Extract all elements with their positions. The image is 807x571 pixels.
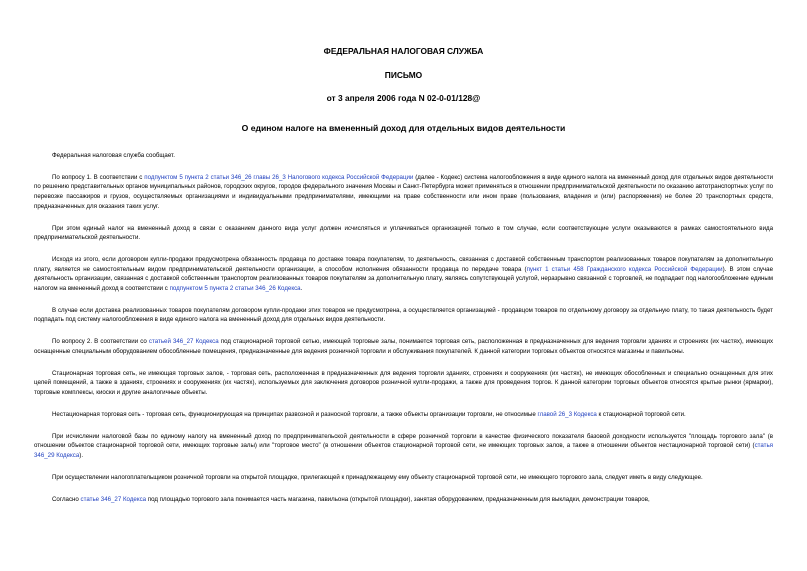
paragraph-text: ). В этом случае деятельность организации, связанная с доставкой собственным транспортом реализованных товаров покупателям за дополнительную плату, являясь сопутствующей услугой, неразрывно связанной с торговлей, не подпадает под налогообложение единым налогом на вмененный доход в соответствии с (34, 265, 773, 292)
paragraph-text: При исчислении налоговой базы по единому налогу на вмененный доход по предпринимательской деятельности в сфере розничной торговли в качестве физического показателя базовой доходности используется "площадь торгового зала" (в отношении объектов стационарной торговой сети, имеющих торговые залы) или "торговое место" (в отношении объектов стационарной торговой сети, не имеющих торговых залов, а также в отношении объектов нестационарной торговой сети) ( (34, 432, 773, 450)
law-reference-link[interactable]: подпунктом 5 пункта 2 статьи 346_26 главы 26_3 Налогового кодекса Российской Федерации (144, 173, 414, 181)
law-reference-link[interactable]: статье 346_27 Кодекса (80, 495, 147, 503)
document-body (34, 151, 773, 517)
paragraph (34, 151, 773, 161)
paragraph-text: под площадью торгового зала понимается часть магазина, павильона (открытой площадки), занятая оборудованием, предназначенным для выкладки, демонстрации товаров, (146, 495, 650, 503)
paragraph-text: По вопросу 2. В соответствии со (52, 338, 149, 346)
law-reference-link[interactable]: статья 346_29 Кодекса (34, 442, 773, 459)
agency-heading: ФЕДЕРАЛЬНАЯ НАЛОГОВАЯ СЛУЖБА (323, 46, 484, 56)
document-type-heading: ПИСЬМО (384, 70, 423, 80)
paragraph-text: ). (79, 451, 84, 459)
paragraph-text: Согласно (52, 495, 81, 503)
paragraph-text: По вопросу 1. В соответствии с (52, 173, 145, 181)
paragraph (34, 495, 773, 505)
law-reference-link[interactable]: пункт 1 статьи 458 Гражданского кодекса Российской Федерации (526, 265, 723, 273)
paragraph-text: При этом единый налог на вмененный доход в связи с оказанием данного вида услуг должен исчисляться и уплачиваться организацией только в том случае, если соответствующие услуги оказываются в рамках самостоятельного вида предпринимательской деятельности. (34, 224, 773, 242)
paragraph-text: При осуществлении налогоплательщиком розничной торговли на открытой площадке, прилегающей к принадлежащему ему объекту стационарной торговой сети, не имеющего торгового зала, следует иметь в виду следующее. (52, 473, 703, 481)
paragraph (34, 255, 773, 293)
paragraph (34, 410, 773, 420)
paragraph (34, 224, 773, 243)
paragraph (34, 473, 773, 483)
paragraph-text: к стационарной торговой сети. (596, 410, 686, 418)
paragraph (34, 432, 773, 461)
law-reference-link[interactable]: главой 26_3 Кодекса (537, 410, 597, 418)
paragraph-text: . (300, 284, 303, 292)
paragraph-text: под стационарной торговой сетью, имеющей торговые залы, понимается торговая сеть, расположенная в предназначенных для ведения торговли зданиях и строениях (их частях), имеющих оснащенные специальным оборудованием обособленные помещения, предназначенные для ведения розничной торговли и обслуживания покупателей. К данной категории торговых объектов относятся магазины и павильоны. (34, 338, 774, 355)
document-subject: О едином налоге на вмененный доход для отдельных видов деятельности (241, 123, 566, 133)
paragraph (34, 173, 773, 211)
paragraph-text: (далее - Кодекс) система налогообложения в виде единого налога на вмененный доход для отдельных видов деятельности по решению представительных органов муниципальных районов, городских округов, городов федерального значения Москвы и Санкт-Петербурга может применяться в отношении предпринимательской деятельности по оказанию автотранспортных услуг по перевозке пассажиров и грузов, осуществляемых организациями и индивидуальными предпринимателями, имеющими на праве собственности или ином праве (пользования, владения и (или) распоряжения) не более 20 транспортных средств, предназначенных для оказания таких услуг. (34, 173, 773, 210)
paragraph-text: Нестационарная торговая сеть - торговая сеть, функционирующая на принципах развозной и разносной торговли, а также объекты организации торговли, не относимые (52, 410, 538, 418)
document-date-number: от 3 апреля 2006 года N 02-0-01/128@ (326, 93, 481, 103)
paragraph (34, 337, 773, 356)
paragraph-text: В случае если доставка реализованных товаров покупателям договором купли-продажи этих товаров не предусмотрена, а осуществляется организацией - продавцом товаров по отдельному договору за отдельную плату, то такая деятельность будет подпадать под систему налогообложения в виде единого налога на вмененный доход для отдельных видов деятельности. (34, 306, 773, 324)
paragraph (34, 306, 773, 325)
paragraph (34, 369, 773, 398)
paragraph-text: Федеральная налоговая служба сообщает. (52, 152, 175, 159)
law-reference-link[interactable]: статьей 346_27 Кодекса (148, 338, 219, 346)
paragraph-text: Исходя из этого, если договором купли-продажи предусмотрена обязанность продавца по доставке товара покупателям, то деятельность, связанная с доставкой собственным транспортом реализованных товаров покупателям за дополнительную плату, является не самостоятельным видом предпринимательской деятельности организации, а способом исполнения обязанности продавца по передаче товара ( (34, 256, 773, 273)
paragraph-text: Стационарная торговая сеть, не имеющая торговых залов, - торговая сеть, расположенная в предназначенных для ведения торговли зданиях, строениях и сооружениях (их частях), не имеющих обособленных и специально оснащенных для этих целей помещений, а также в зданиях, строениях и сооружениях (их частях), используемых для заключения договоров розничной купли-продажи, а также для проведения торгов. К данной категории торговых объектов относятся крытые рынки (ярмарки), торговые комплексы, киоски и другие аналогичные объекты. (34, 369, 773, 396)
law-reference-link[interactable]: подпунктом 5 пункта 2 статьи 346_26 Кодекса (169, 284, 301, 292)
